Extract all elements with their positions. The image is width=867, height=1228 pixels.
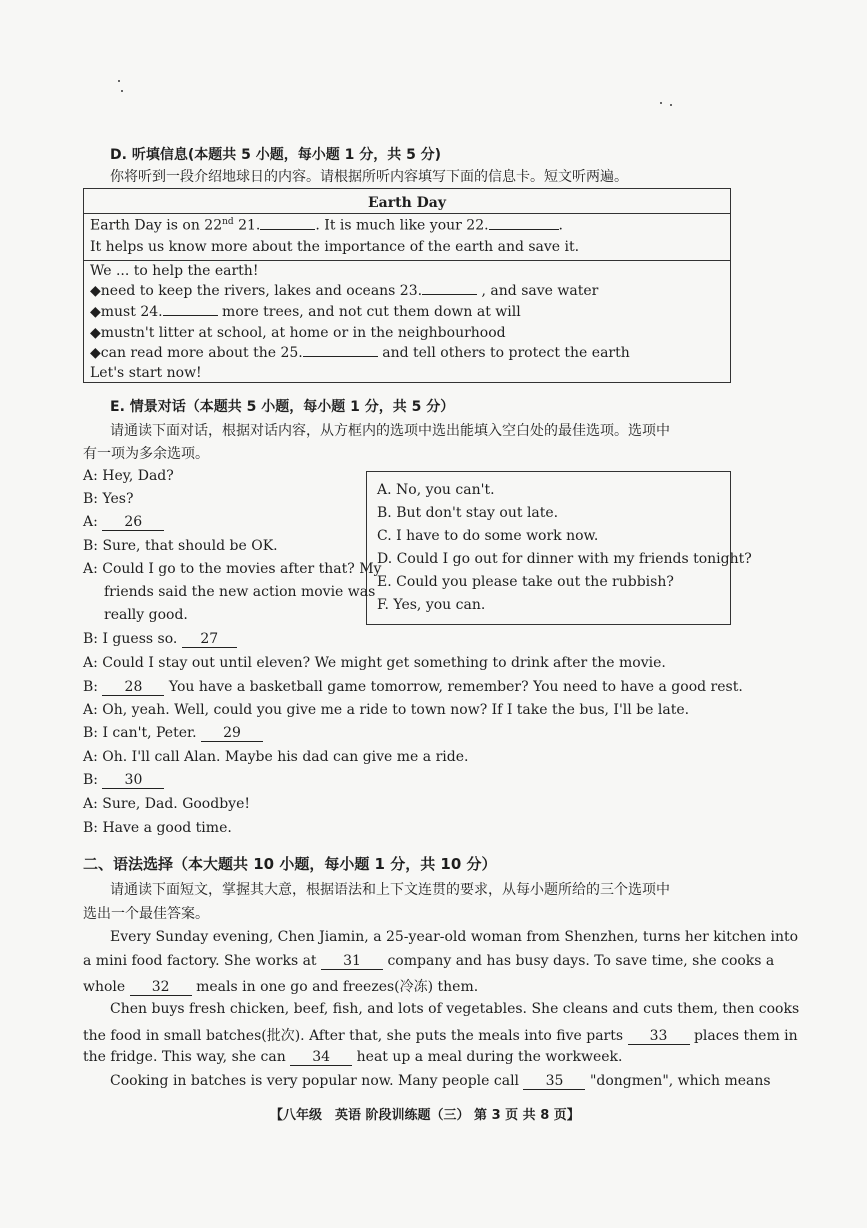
scan-speck — [660, 102, 662, 104]
section-2-instruction-2: 选出一个最佳答案。 — [83, 906, 209, 922]
dialog-line: friends said the new action movie was — [104, 584, 376, 600]
card-title: Earth Day — [368, 195, 446, 211]
earth-day-card — [83, 188, 731, 383]
dialog-line: A: Could I go to the movies after that? My — [83, 561, 382, 577]
blank-31[interactable]: 31 — [321, 954, 383, 970]
blank-27[interactable]: 27 — [182, 632, 237, 648]
card-line-1: Earth Day is on 22nd 21. . It is much like your 22. . — [90, 217, 563, 234]
dialog-line: B: I can't, Peter. 29 — [83, 725, 263, 742]
option-b: B. But don't stay out late. — [377, 505, 559, 521]
passage-line: Every Sunday evening, Chen Jiamin, a 25-year-old woman from Shenzhen, turns her kitchen into — [110, 929, 799, 945]
card-bullet-2: ◆must 24. more trees, and not cut them down at will — [90, 304, 521, 320]
page-footer: 【八年级 英语 阶段训练题（三） 第 3 页 共 8 页】 — [270, 1108, 580, 1123]
card-bullet-1: ◆need to keep the rivers, lakes and oceans 23. , and save water — [90, 283, 599, 299]
card-line-end: Let's start now! — [90, 365, 202, 381]
passage-line: the food in small batches(批次). After that, she puts the meals into five parts 33 places them in — [83, 1028, 798, 1044]
card-line-3: We ... to help the earth! — [90, 263, 259, 279]
blank-21[interactable] — [260, 229, 315, 230]
passage-line: Cooking in batches is very popular now. Many people call 35 "dongmen", which means — [110, 1073, 771, 1089]
dialog-line: B: Have a good time. — [83, 820, 232, 836]
dialog-line: A: Oh, yeah. Well, could you give me a ride to town now? If I take the bus, I'll be late. — [83, 702, 690, 718]
section-2-instruction-1: 请通读下面短文，掌握其大意，根据语法和上下文连贯的要求，从每小题所给的三个选项中 — [110, 882, 670, 898]
options-box — [366, 471, 752, 625]
section-e-instruction-1: 请通读下面对话，根据对话内容，从方框内的选项中选出能填入空白处的最佳选项。选项中 — [110, 423, 670, 439]
blank-35[interactable]: 35 — [523, 1074, 585, 1090]
passage-line: the fridge. This way, she can 34 heat up a meal during the workweek. — [83, 1049, 623, 1065]
option-f: F. Yes, you can. — [377, 597, 486, 613]
scan-speck — [118, 80, 120, 82]
section-d-instruction: 你将听到一段介绍地球日的内容。请根据所听内容填写下面的信息卡。短文听两遍。 — [110, 169, 628, 185]
passage-line: Chen buys fresh chicken, beef, fish, and lots of vegetables. She cleans and cuts them, then cooks — [110, 1001, 800, 1017]
dialog-line: B: Sure, that should be OK. — [83, 538, 278, 554]
dialog-line: A: Oh. I'll call Alan. Maybe his dad can give me a ride. — [83, 749, 469, 765]
card-line-2: It helps us know more about the importance of the earth and save it. — [90, 239, 580, 255]
passage-line: a mini food factory. She works at 31 company and has busy days. To save time, she cooks a — [83, 953, 775, 969]
dialog-line: A: 26 — [83, 514, 164, 531]
blank-30[interactable]: 30 — [102, 773, 164, 789]
blank-29[interactable]: 29 — [201, 726, 263, 742]
blank-26[interactable]: 26 — [102, 515, 164, 531]
dialog-line: A: Sure, Dad. Goodbye! — [83, 796, 250, 812]
option-a: A. No, you can't. — [377, 482, 495, 498]
blank-23[interactable] — [422, 294, 477, 295]
blank-34[interactable]: 34 — [290, 1050, 352, 1066]
option-c: C. I have to do some work now. — [377, 528, 599, 544]
section-e-title: E. 情景对话（本题共 5 小题，每小题 1 分，共 5 分） — [110, 399, 455, 415]
dialog-line: B: 28 You have a basketball game tomorrow, remember? You need to have a good rest. — [83, 679, 743, 695]
scan-speck — [121, 90, 123, 92]
passage-line: whole 32 meals in one go and freezes(冷冻) them. — [83, 979, 479, 995]
blank-22[interactable] — [489, 229, 559, 230]
dialog-line: really good. — [104, 607, 188, 623]
option-e: E. Could you please take out the rubbish? — [377, 574, 674, 590]
dialog-line: A: Could I stay out until eleven? We might get something to drink after the movie. — [83, 655, 666, 671]
card-bullet-4: ◆can read more about the 25. and tell others to protect the earth — [90, 345, 630, 361]
blank-25[interactable] — [303, 356, 378, 357]
blank-24[interactable] — [163, 315, 218, 316]
section-d-title: D. 听填信息(本题共 5 小题，每小题 1 分，共 5 分) — [110, 147, 442, 163]
dialog-line: A: Hey, Dad? — [83, 468, 174, 484]
section-e-instruction-2: 有一项为多余选项。 — [83, 446, 209, 462]
dialog-line: B: I guess so. 27 — [83, 631, 237, 648]
section-2-title: 二、语法选择（本大题共 10 小题，每小题 1 分，共 10 分） — [83, 855, 497, 873]
blank-33[interactable]: 33 — [628, 1029, 690, 1045]
dialog-line: B: 30 — [83, 772, 164, 789]
blank-32[interactable]: 32 — [130, 980, 192, 996]
card-bullet-3: ◆mustn't litter at school, at home or in the neighbourhood — [90, 325, 506, 341]
dialog-line: B: Yes? — [83, 491, 134, 507]
blank-28[interactable]: 28 — [102, 680, 164, 696]
option-d: D. Could I go out for dinner with my friends tonight? — [377, 551, 752, 567]
scan-speck — [670, 104, 672, 106]
